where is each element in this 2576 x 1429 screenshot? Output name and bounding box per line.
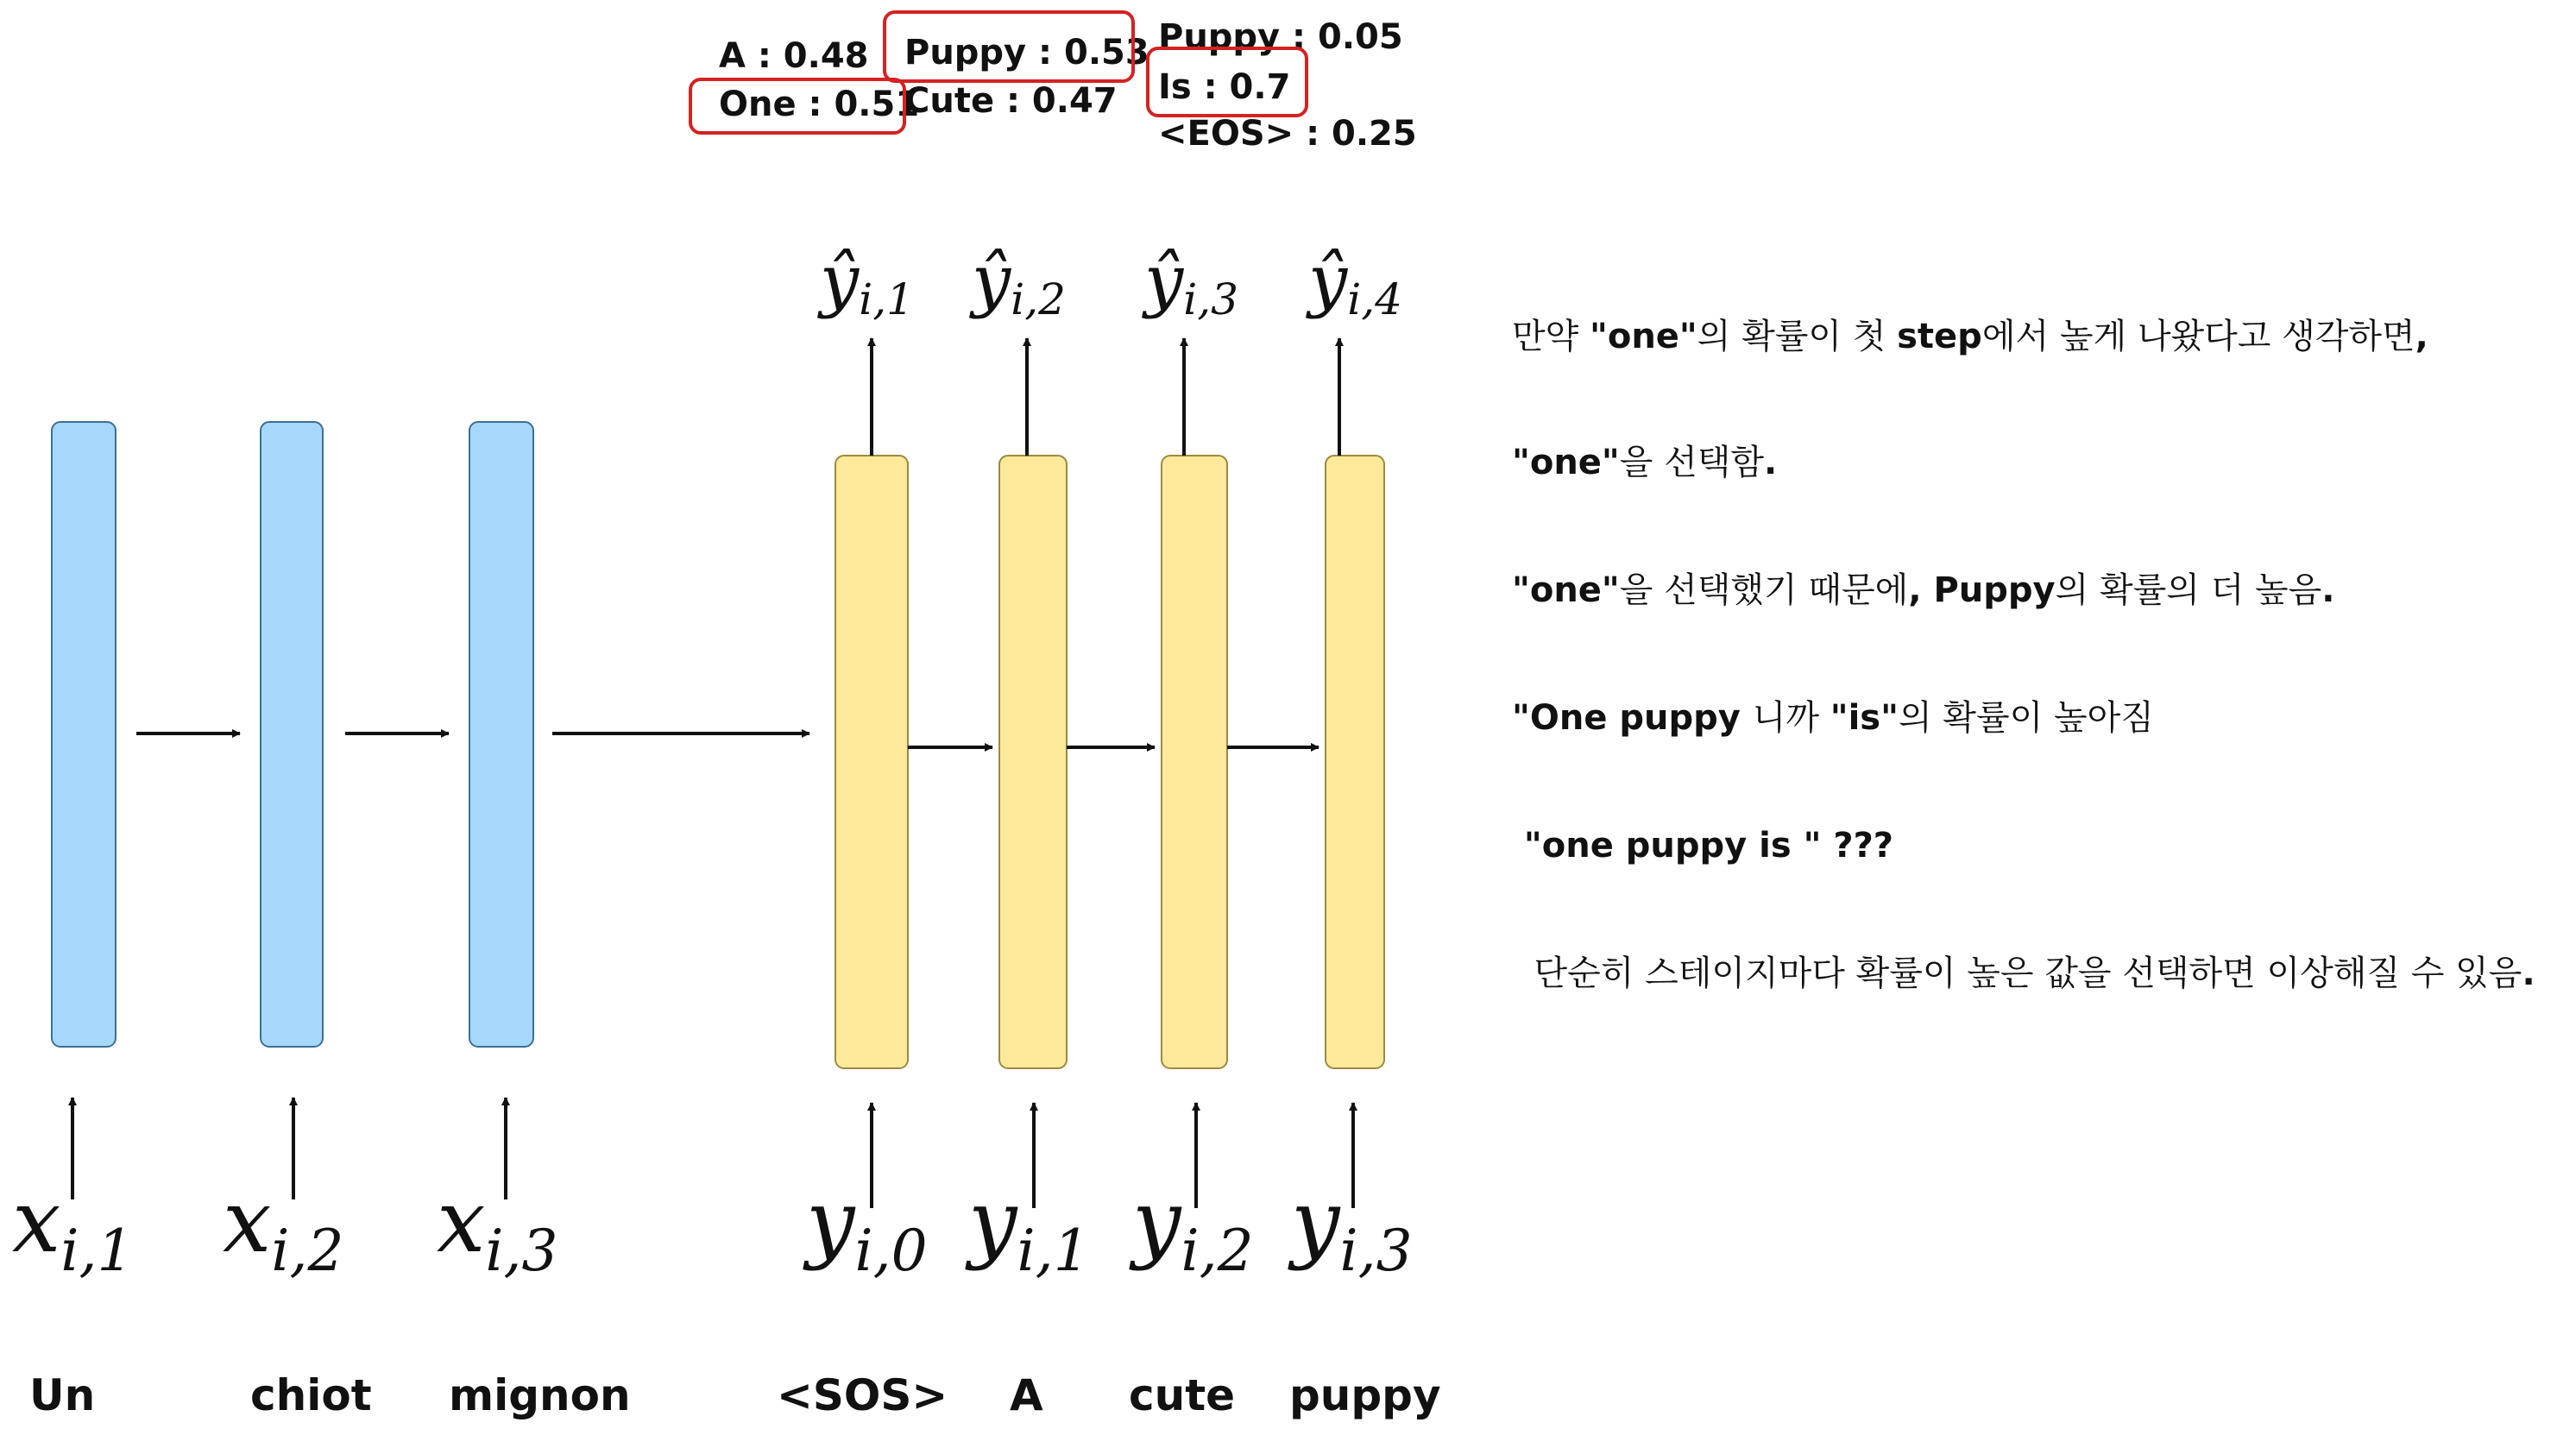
note-line-1 bbox=[1512, 316, 2428, 357]
word-label-a: A bbox=[1010, 1370, 1043, 1420]
decoder-input-label-4: yi,3 bbox=[1291, 1171, 1413, 1284]
note-segment: 의 확률의 더 높음 bbox=[2055, 570, 2322, 610]
decoder-input-label-3: yi,2 bbox=[1132, 1171, 1254, 1284]
decoder-output-labels bbox=[817, 240, 1402, 324]
note-segment: 을 선택함 bbox=[1619, 443, 1765, 482]
note-segment: 의 확률이 높아짐 bbox=[1898, 698, 2154, 738]
note-line-4 bbox=[1512, 697, 2154, 739]
note-segment: . bbox=[2321, 570, 2335, 610]
prob-step2-puppy: Puppy : 0.53 bbox=[904, 33, 1149, 72]
encoder-input-label-2: xi,2 bbox=[223, 1171, 344, 1284]
note-segment: 의 확률이 첫 bbox=[1697, 317, 1898, 356]
decoder bbox=[835, 338, 1384, 1208]
note-segment: "is" bbox=[1830, 698, 1899, 738]
note-segment: "one puppy is " ??? bbox=[1512, 826, 1893, 866]
encoder-input-labels bbox=[12, 1171, 558, 1284]
note-line-2 bbox=[1512, 442, 1777, 483]
note-segment: 단순히 스테이지마다 확률이 높은 값을 선택하면 이상해질 수 있음 bbox=[1512, 954, 2522, 993]
note-segment: "One puppy bbox=[1512, 698, 1753, 738]
note-segment: , bbox=[2415, 317, 2428, 356]
word-label-mignon: mignon bbox=[449, 1370, 631, 1420]
note-line-6 bbox=[1512, 953, 2535, 994]
note-line-3 bbox=[1512, 570, 2334, 611]
note-segment: . bbox=[1764, 443, 1778, 482]
encoder-cell-1 bbox=[52, 422, 116, 1047]
word-label-chiot: chiot bbox=[250, 1370, 372, 1420]
decoder-input-label-1: yi,0 bbox=[806, 1171, 928, 1284]
note-segment: 을 선택했기 때문에 bbox=[1619, 570, 1909, 610]
output-label-2: ŷi,2 bbox=[972, 240, 1066, 324]
word-label-un: Un bbox=[29, 1370, 96, 1420]
output-label-4: ŷi,4 bbox=[1308, 240, 1402, 324]
prob-step3-is: Is : 0.7 bbox=[1158, 67, 1291, 107]
output-label-1: ŷi,1 bbox=[820, 240, 914, 324]
decoder-cell-3 bbox=[1162, 456, 1227, 1068]
probability-panel bbox=[690, 12, 1417, 154]
word-label-puppy: puppy bbox=[1289, 1370, 1441, 1420]
prob-step1-one: One : 0.51 bbox=[719, 85, 920, 124]
encoder bbox=[52, 422, 809, 1199]
decoder-cell-4 bbox=[1326, 456, 1384, 1068]
encoder-cell-2 bbox=[261, 422, 323, 1047]
note-segment: "one" bbox=[1512, 570, 1620, 610]
note-segment: "one" bbox=[1512, 443, 1620, 482]
encoder-input-label-3: xi,3 bbox=[437, 1171, 558, 1284]
word-label-cute: cute bbox=[1129, 1370, 1236, 1420]
note-segment: "one" bbox=[1590, 317, 1697, 356]
note-segment: . bbox=[2522, 954, 2535, 993]
prob-step2-cute: Cute : 0.47 bbox=[904, 81, 1118, 121]
output-label-3: ŷi,3 bbox=[1144, 240, 1238, 324]
prob-step1-a: A : 0.48 bbox=[719, 36, 869, 76]
note-segment: 니까 bbox=[1752, 698, 1830, 738]
decoder-input-labels bbox=[803, 1171, 1413, 1284]
note-segment: , Puppy bbox=[1908, 570, 2056, 610]
note-line-5 bbox=[1512, 825, 1893, 866]
prob-step3-puppy: Puppy : 0.05 bbox=[1158, 17, 1403, 57]
note-segment: 만약 bbox=[1512, 317, 1590, 356]
encoder-input-label-1: xi,1 bbox=[12, 1171, 134, 1284]
note-segment: step bbox=[1897, 317, 1982, 356]
decoder-input-label-2: yi,1 bbox=[968, 1171, 1090, 1284]
prob-step3-eos: <EOS> : 0.25 bbox=[1158, 114, 1417, 154]
decoder-cell-1 bbox=[835, 456, 908, 1068]
decoder-cell-2 bbox=[999, 456, 1067, 1068]
encoder-cell-3 bbox=[469, 422, 533, 1047]
note-segment: 에서 높게 나왔다고 생각하면 bbox=[1981, 317, 2415, 356]
word-labels bbox=[29, 1370, 1441, 1420]
word-label-sos: <SOS> bbox=[777, 1370, 948, 1420]
